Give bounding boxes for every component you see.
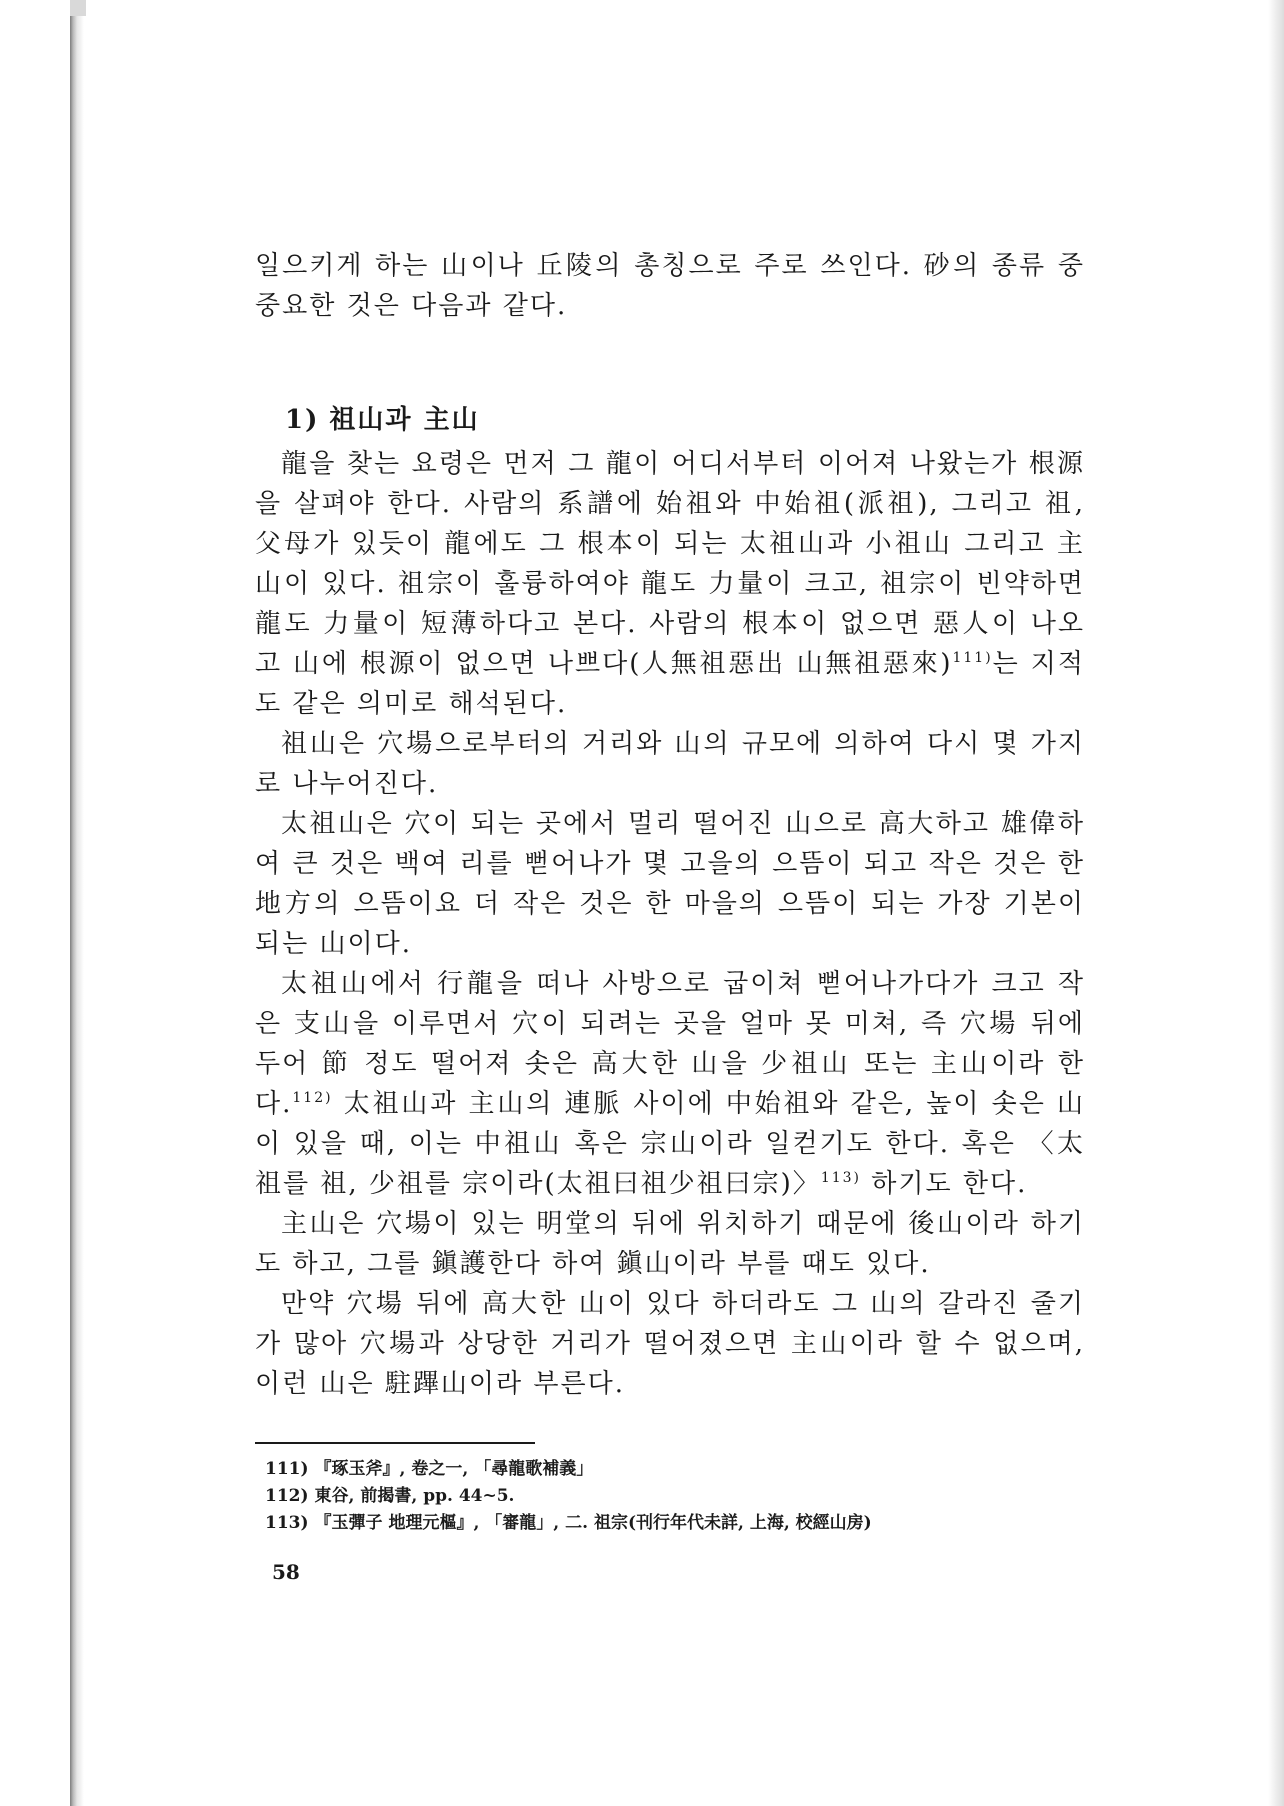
page-right-shadow [1268,0,1284,1806]
paragraph-4-tail: 하기도 한다. [861,1169,1028,1199]
footnote-113 [255,1510,1085,1537]
paragraph-1-text: 龍을 찾는 요령은 먼저 그 龍이 어디서부터 이어져 나왔는가 根源을 살펴야 한다. 사람의 系譜에 始祖와 中始祖(派祖), 그리고 祖, 父母가 있듯이 龍에도 그 根本이 되는 太祖山과 小祖山 그리고 主山이 있다. 祖宗이 훌륭하여야 龍도 力量이 크고, 祖宗이 빈약하면 龍도 力量이 短薄하다고 본다. 사람의 根本이 없으면 惡人이 나오고 山에 根源이 없으면 나쁘다(人無祖惡出 山無祖惡來) [255,449,1085,679]
page-number: 58 [272,1560,300,1584]
footnote-text: 東谷, 前揭書, pp. 44~5. [314,1486,515,1506]
footnote-ref-113: 113) [820,1170,861,1186]
paragraph-1 [255,444,1085,724]
paragraph-4 [255,964,1085,1204]
footnote-112 [255,1483,1085,1510]
footnote-number: 111) [265,1459,309,1479]
footnote-number: 113) [265,1513,309,1533]
paragraph-5: 主山은 穴場이 있는 明堂의 뒤에 위치하기 때문에 後山이라 하기도 하고, 그를 鎭護한다 하여 鎭山이라 부를 때도 있다. [255,1209,1085,1279]
section-title: 祖山과 主山 [329,405,480,435]
footnotes [255,1456,1085,1537]
page-corner [70,0,86,16]
paragraph-1-tail: 는 지적도 같은 의미로 해석된다. [255,649,1085,719]
section-heading [255,400,1085,440]
paragraph-2: 祖山은 穴場으로부터의 거리와 山의 규모에 의하여 다시 몇 가지로 나누어진다. [255,729,1085,799]
paragraph-4-middle: 太祖山과 主山의 連脈 사이에 中始祖와 같은, 높이 솟은 山이 있을 때, 이는 中祖山 혹은 宗山이라 일컫기도 한다. 혹은 〈太祖를 祖, 少祖를 宗이라(太祖曰祖少祖曰宗)〉 [255,1089,1085,1199]
section-number: 1) [285,405,320,435]
footnote-text: 『琢玉斧』, 卷之一, 「尋龍歌補義」 [314,1459,594,1479]
paragraph-6: 만약 穴場 뒤에 高大한 山이 있다 하더라도 그 山의 갈라진 줄기가 많아 穴場과 상당한 거리가 떨어졌으면 主山이라 할 수 없으며, 이런 山은 駐蹕山이라 부른다. [255,1289,1085,1399]
paragraph-3: 太祖山은 穴이 되는 곳에서 멀리 떨어진 山으로 高大하고 雄偉하여 큰 것은 백여 리를 뻗어나가 몇 고을의 으뜸이 되고 작은 것은 한 地方의 으뜸이요 더 작은 것은 한 마을의 으뜸이 되는 가장 기본이 되는 山이다. [255,809,1085,959]
footnote-number: 112) [265,1486,309,1506]
footnote-ref-112: 112) [292,1090,333,1106]
page-binding-edge [70,0,84,1806]
footnote-111 [255,1456,1085,1483]
footnote-text: 『玉彈子 地理元樞』, 「審龍」, 二. 祖宗(刊行年代未詳, 上海, 校經山房) [314,1513,872,1533]
paragraph-4-text: 太祖山에서 行龍을 떠나 사방으로 굽이쳐 뻗어나가다가 크고 작은 支山을 이루면서 穴이 되려는 곳을 얼마 못 미쳐, 즉 穴場 뒤에 두어 節 정도 떨어져 솟은 高大한 山을 少祖山 또는 主山이라 한다. [255,969,1085,1119]
page-body [255,246,1085,1537]
footnote-divider [255,1442,535,1444]
intro-paragraph: 일으키게 하는 山이나 丘陵의 총칭으로 주로 쓰인다. 砂의 종류 중 중요한 것은 다음과 같다. [255,251,1085,321]
footnote-ref-111: 111) [952,650,993,666]
